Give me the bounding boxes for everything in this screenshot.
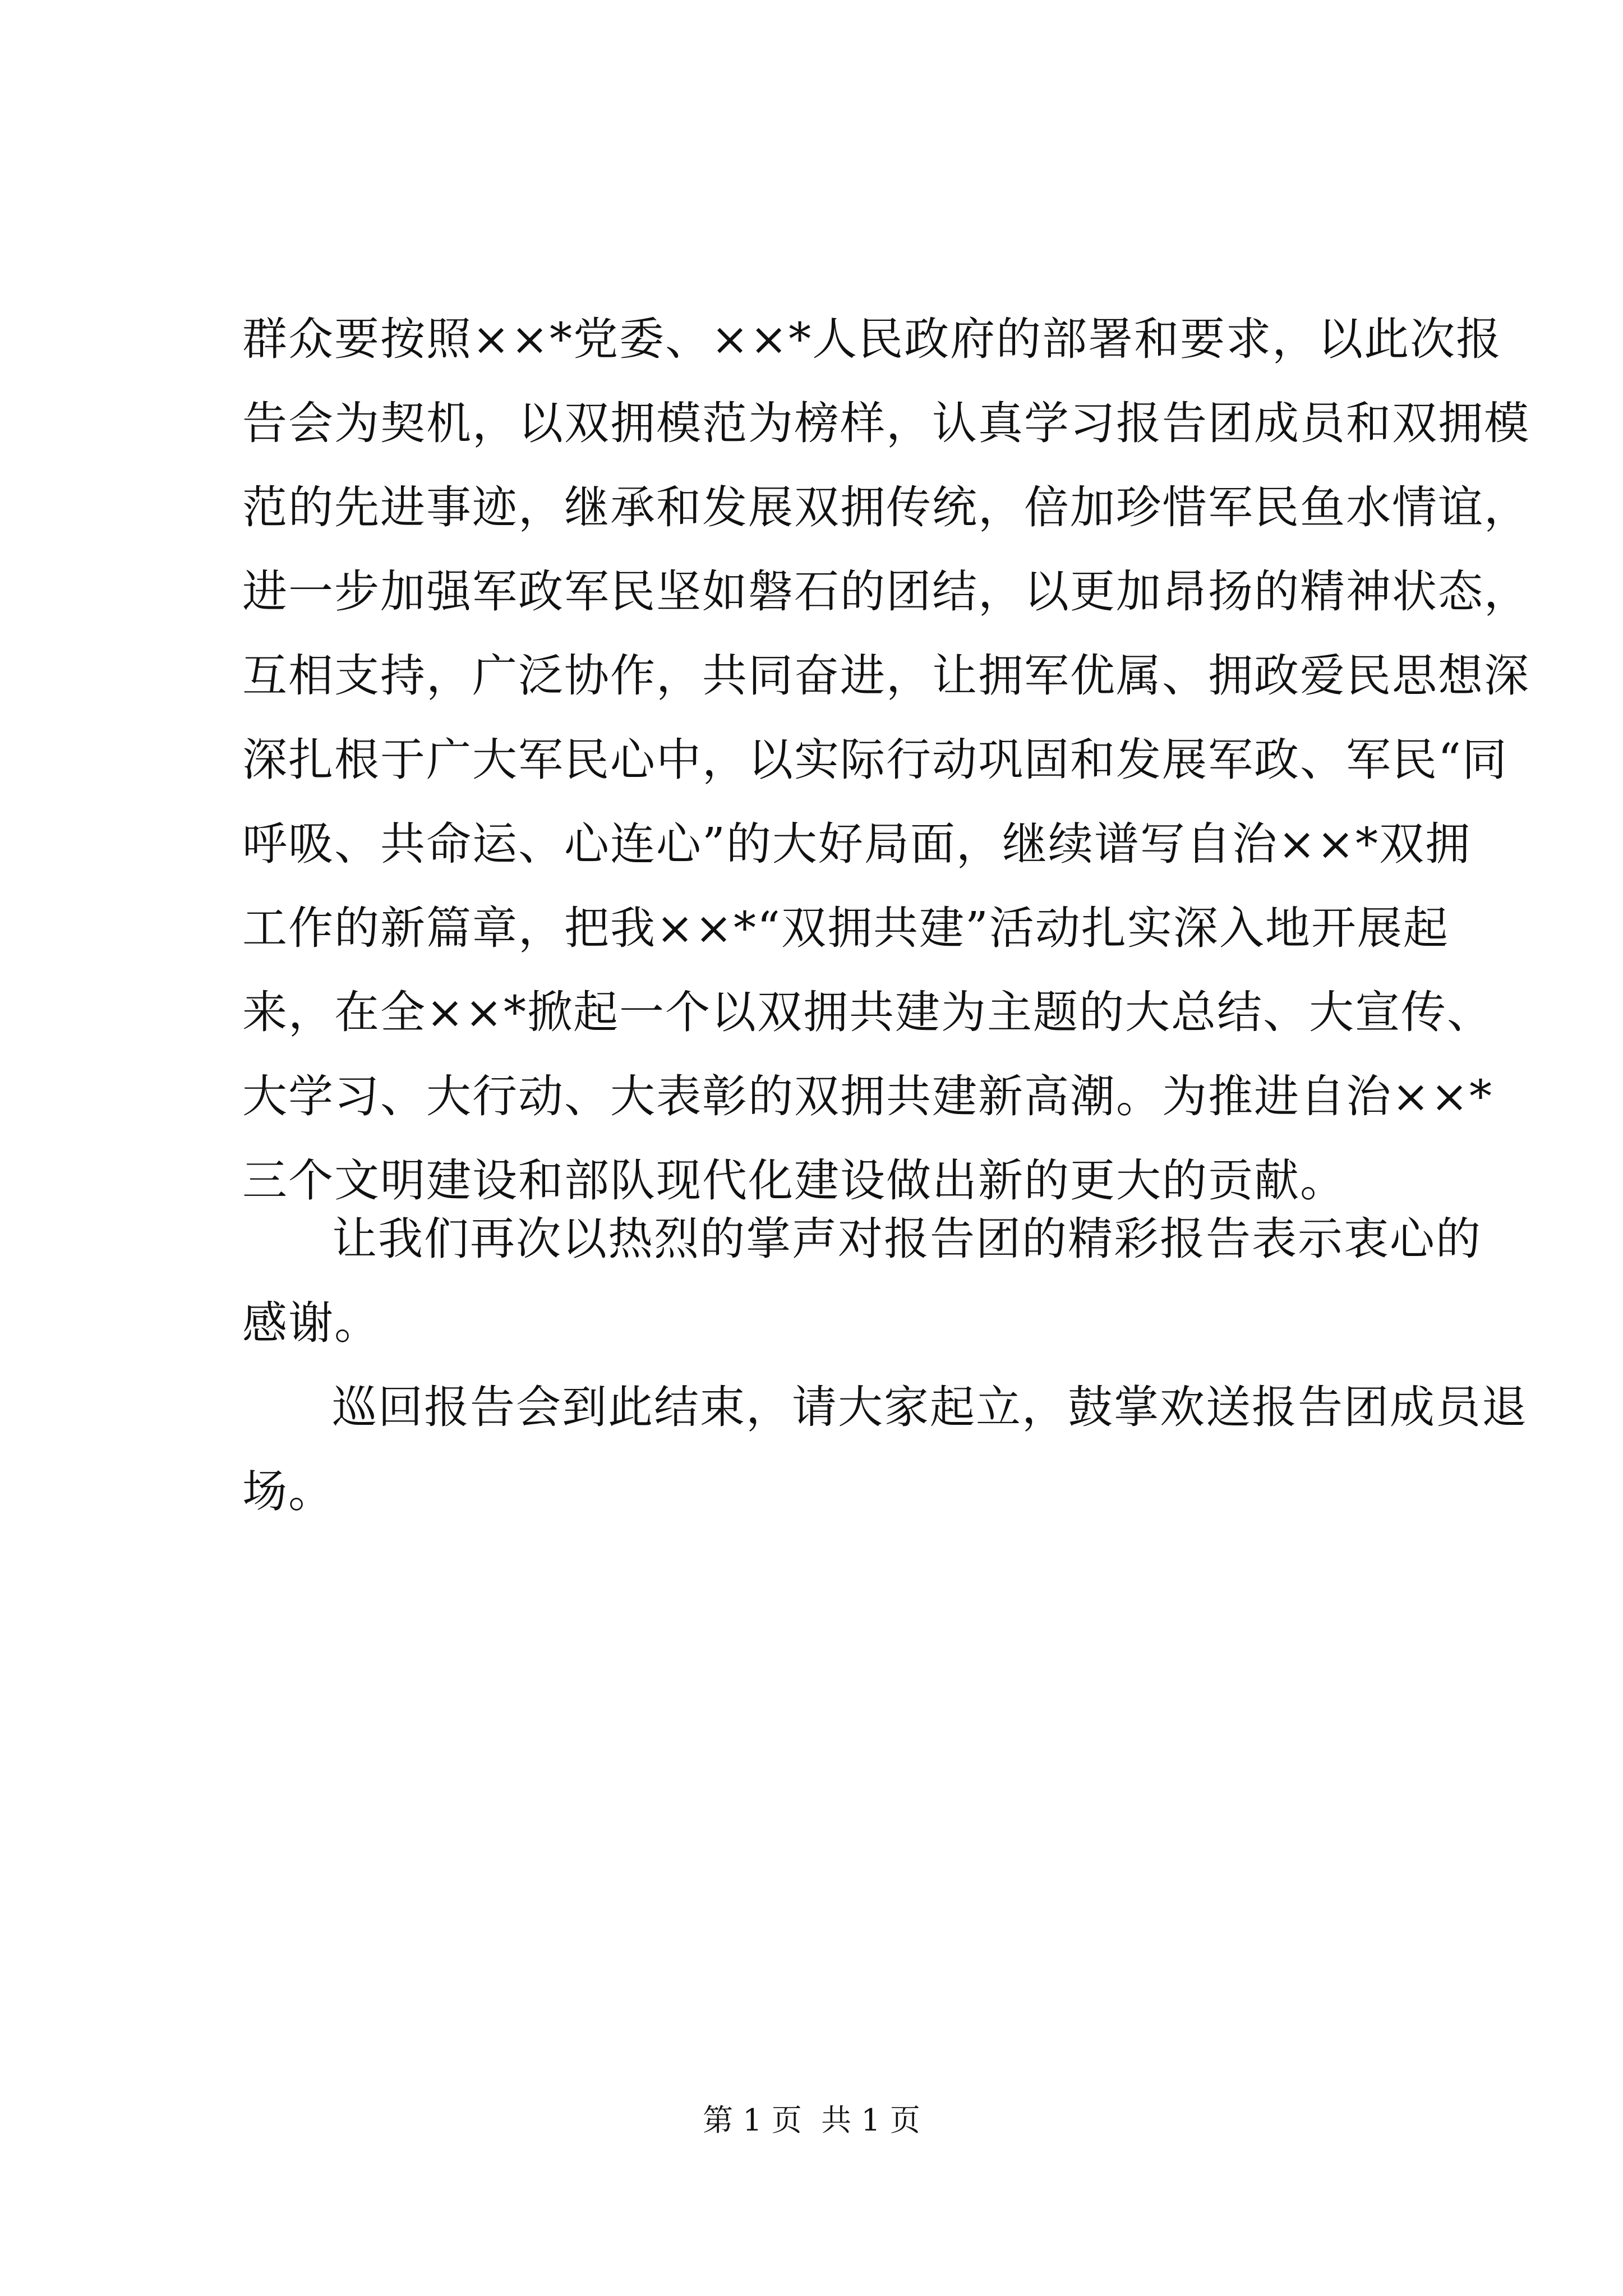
text-line: 感谢。 — [242, 1297, 380, 1349]
text-line: 深扎根于广大军民心中，以实际行动巩固和发展军政、军民“同 — [242, 734, 1508, 786]
text-line: 呼吸、共命运、心连心”的大好局面，继续谱写自治××*双拥 — [242, 818, 1471, 870]
text-line: 巡回报告会到此结束，请大家起立，鼓掌欢送报告团成员退 — [332, 1381, 1528, 1433]
text-line: 群众要按照××*党委、××*人民政府的部署和要求，以此次报 — [242, 313, 1502, 365]
paragraph-closing — [242, 1365, 1528, 1534]
text-line: 大学习、大行动、大表彰的双拥共建新高潮。为推进自治××* — [242, 1070, 1493, 1122]
paragraph-continued — [242, 297, 1530, 1223]
text-line: 范的先进事迹，继承和发展双拥传统，倍加珍惜军民鱼水情谊， — [242, 481, 1530, 533]
page-footer: 第 1 页 共 1 页 — [703, 2102, 920, 2138]
text-line: 进一步加强军政军民坚如磐石的团结，以更加昂扬的精神状态， — [242, 565, 1530, 618]
text-line: 互相支持，广泛协作，共同奋进，让拥军优属、拥政爱民思想深 — [242, 650, 1530, 702]
text-line: 告会为契机，以双拥模范为榜样，认真学习报告团成员和双拥模 — [242, 397, 1530, 449]
text-line: 场。 — [242, 1465, 334, 1517]
text-line: 工作的新篇章，把我××*“双拥共建”活动扎实深入地开展起 — [242, 902, 1449, 954]
text-line: 让我们再次以热烈的掌声对报告团的精彩报告表示衷心的 — [332, 1213, 1482, 1265]
text-line: 三个文明建设和部队现代化建设做出新的更大的贡献。 — [242, 1154, 1346, 1207]
paragraph-thanks — [242, 1197, 1482, 1365]
text-line: 来，在全××*掀起一个以双拥共建为主题的大总结、大宣传、 — [242, 986, 1493, 1038]
